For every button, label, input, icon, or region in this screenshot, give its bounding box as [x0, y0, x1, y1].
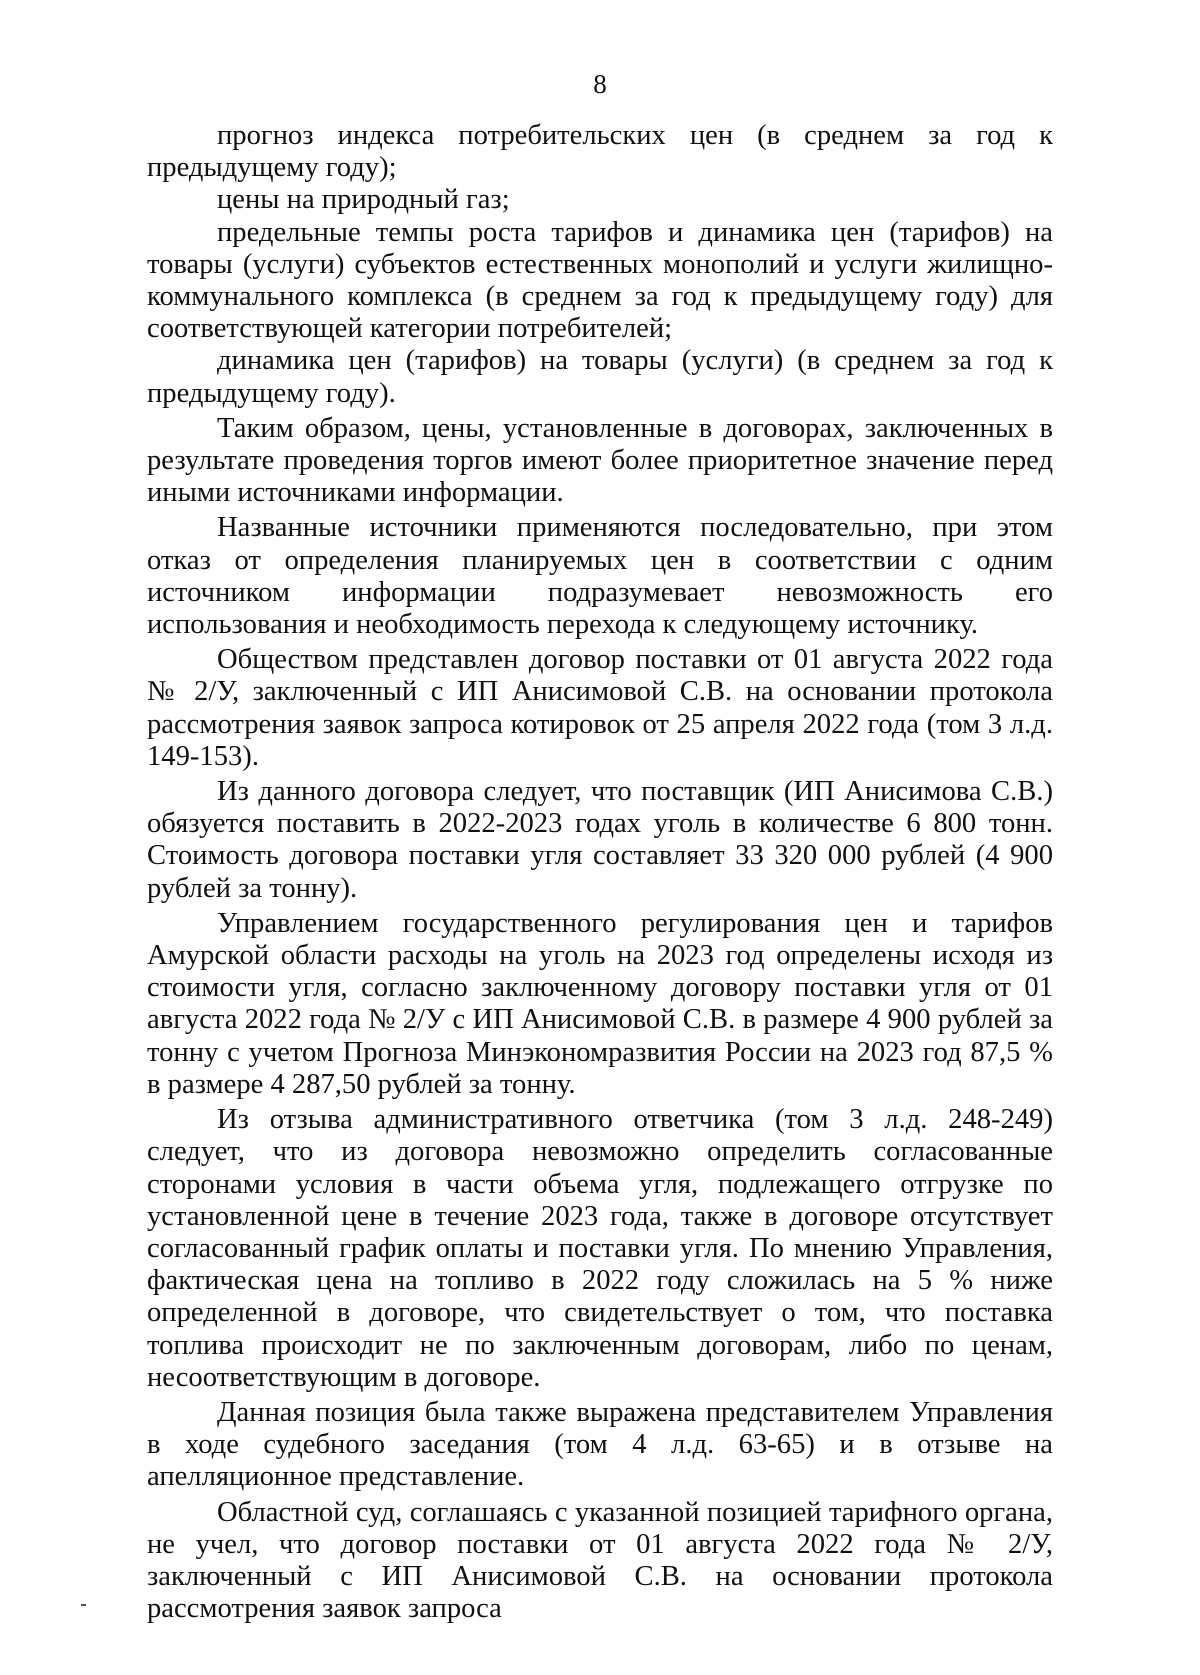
paragraph-gas-prices: цены на природный газ; — [217, 184, 510, 216]
page-number: 8 — [593, 69, 607, 99]
paragraph-sources-sequence: Названные источники применяются последовательно, при этом отказ от определения планируемых цен в соответствии с одним источником информации подразумевает невозможность его использования и необходимость перехода к следующему источнику. — [147, 512, 1053, 641]
paragraph-regulator-calculation: Управлением государственного регулирования цен и тарифов Амурской области расходы на уголь на 2023 год определены исходя из стоимости угля, согласно заключенному договору поставки угля от 01 августа 2022 года № 2/У с ИП Анисимовой С.В. в размере 4 900 рублей за тонну с учетом Прогноза Минэкономразвития России на 2023 год 87,5 % в размере 4 287,50 рублей за тонну. — [147, 907, 1053, 1100]
paragraph-contract-terms: Из данного договора следует, что поставщик (ИП Анисимова С.В.) обязуется поставить в 2022-2023 годах уголь в количестве 6 800 тонн. Стоимость договора поставки угля составляет 33 320 000 рублей (4 900 рублей за тонну). — [147, 776, 1053, 904]
paragraph-price-dynamics: динамика цен (тарифов) на товары (услуги) (в среднем за год к предыдущему году). — [147, 345, 1053, 409]
scan-artifact-mark — [81, 1604, 86, 1606]
paragraph-cpi-forecast: прогноз индекса потребительских цен (в среднем за год к предыдущему году); — [147, 120, 1053, 184]
paragraph-hearing-position: Данная позиция была также выражена представителем Управления в ходе судебного заседания (том 4 л.д. 63-65) и в отзыве на апелляционное представление. — [147, 1396, 1053, 1493]
paragraph-supply-contract: Обществом представлен договор поставки от 01 августа 2022 года № 2/У, заключенный с ИП Анисимовой С.В. на основании протокола рассмотрения заявок запроса котировок от 25 апреля 2022 года (том 3 л.д. 149-153). — [147, 644, 1053, 772]
paragraph-defendant-response: Из отзыва административного ответчика (том 3 л.д. 248-249) следует, что из договора невозможно определить согласованные сторонами условия в части объема угля, подлежащего отгрузке по установленной цене в течение 2023 года, также в договоре отсутствует согласованный график оплаты и поставки угля. По мнению Управления, фактическая цена на топливо в 2022 году сложилась на 5 % ниже определенной в договоре, что свидетельствует о том, что поставка топлива происходит не по заключенным договорам, либо по ценам, несоответствующим в договоре. — [147, 1104, 1053, 1393]
document-body — [147, 120, 1053, 1625]
paragraph-court-findings: Областной суд, соглашаясь с указанной позицией тарифного органа, не учел, что договор поставки от 01 августа 2022 года № 2/У, заключенный с ИП Анисимовой С.В. на основании протокола рассмотрения заявок запроса — [147, 1496, 1053, 1625]
paragraph-tariff-growth: предельные темпы роста тарифов и динамика цен (тарифов) на товары (услуги) субъектов естественных монополий и услуги жилищно-коммунального комплекса (в среднем за год к предыдущему году) для соответствующей категории потребителей; — [147, 216, 1053, 345]
paragraph-priority-of-contracts: Таким образом, цены, установленные в договорах, заключенных в результате проведения торгов имеют более приоритетное значение перед иными источниками информации. — [147, 412, 1053, 509]
